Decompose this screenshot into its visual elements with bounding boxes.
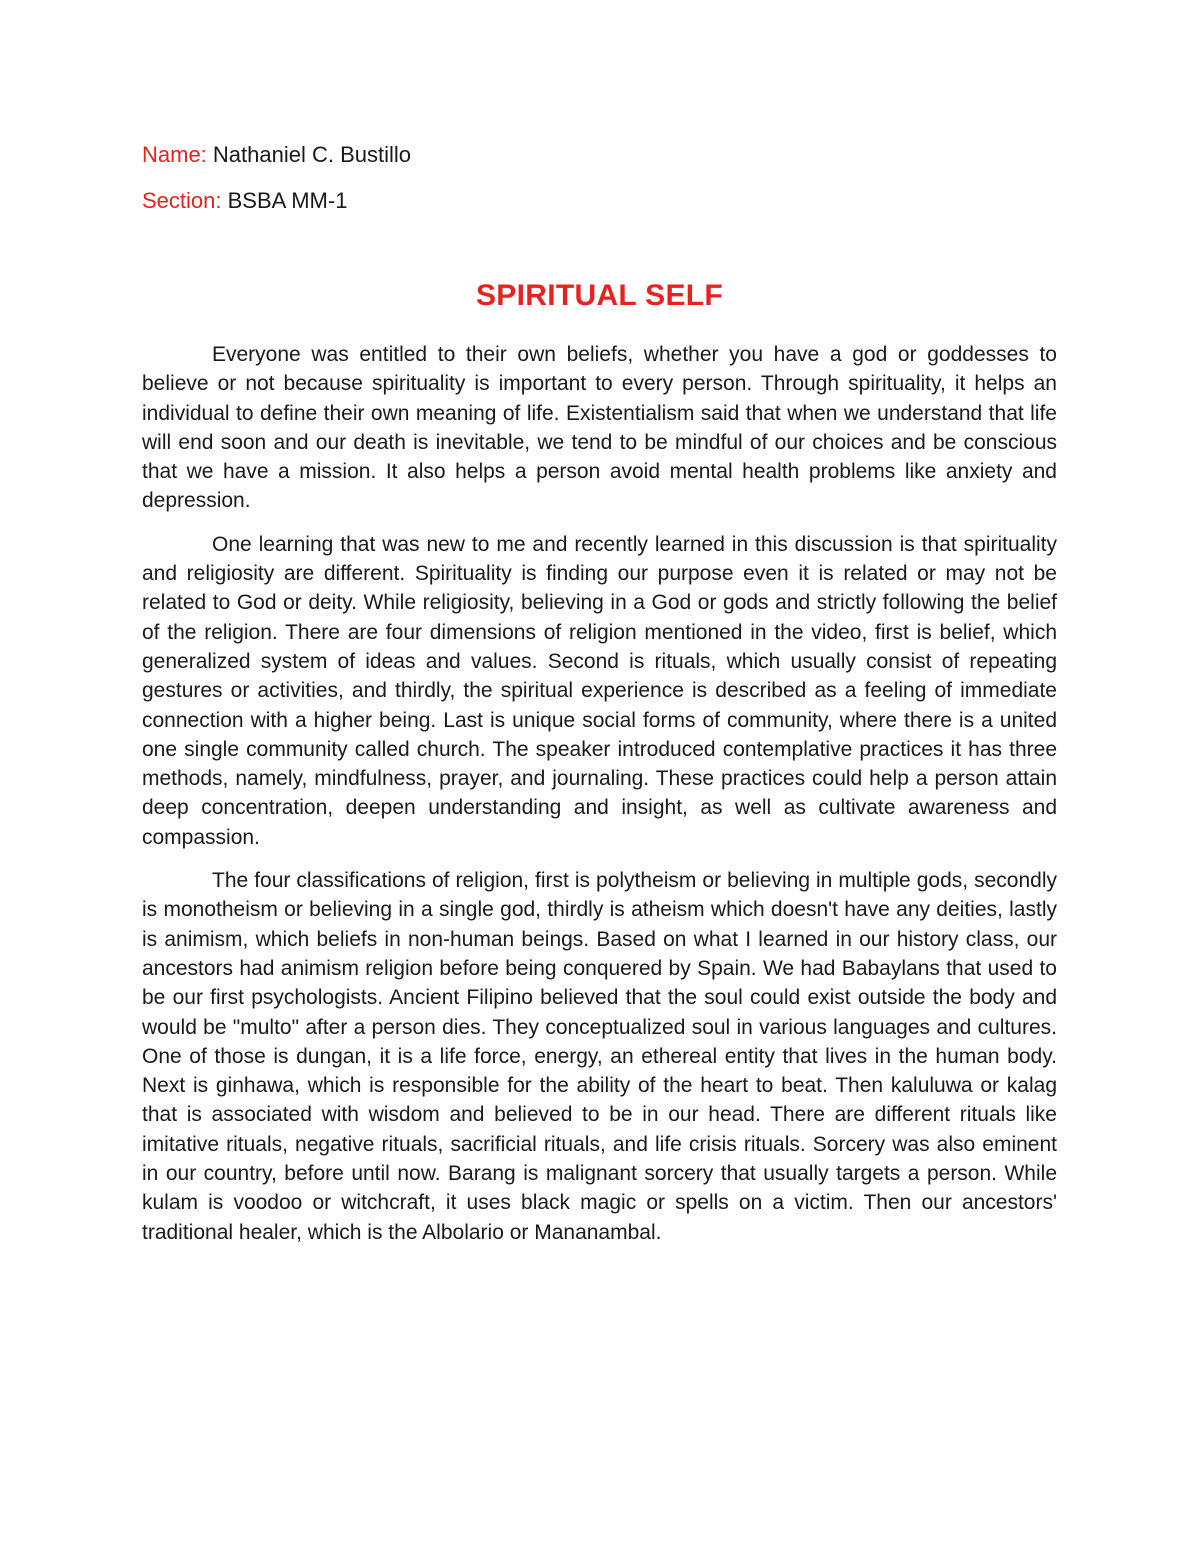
name-value: Nathaniel C. Bustillo: [212, 142, 412, 167]
document-title: SPIRITUAL SELF: [476, 279, 723, 312]
section-line: [142, 186, 1057, 216]
document-page: [142, 140, 1057, 1261]
section-value: BSBA MM-1: [227, 188, 348, 213]
paragraph-1: Everyone was entitled to their own beliefs, whether you have a god or goddesses to believe or not because spirituality is important to every person. Through spirituality, it helps an individual to define their own meaning of life. Existentialism said that when we understand that life will end soon and our death is inevitable, we tend to be mindful of our choices and be conscious that we have a mission. It also helps a person avoid mental health problems like anxiety and depression.: [142, 343, 1057, 513]
section-label: Section:: [142, 188, 222, 213]
name-label: Name:: [142, 142, 207, 167]
paragraph-3: The four classifications of religion, first is polytheism or believing in multiple gods, secondly is monotheism or believing in a single god, thirdly is atheism which doesn't have any deities, lastly is animism, which beliefs in non-human beings. Based on what I learned in our history class, our ancestors had animism religion before being conquered by Spain. We had Babaylans that used to be our first psychologists. Ancient Filipino believed that the soul could exist outside the body and would be "multo" after a person dies. They conceptualized soul in various languages and cultures. One of those is dungan, it is a life force, energy, an ethereal entity that lives in the human body. Next is ginhawa, which is responsible for the ability of the heart to beat. Then kaluluwa or kalag that is associated with wisdom and believed to be in our head. There are different rituals like imitative rituals, negative rituals, sacrificial rituals, and life crisis rituals. Sorcery was also eminent in our country, before until now. Barang is malignant sorcery that usually targets a person. While kulam is voodoo or witchcraft, it uses black magic or spells on a victim. Then our ancestors' traditional healer, which is the Albolario or Mananambal.: [142, 869, 1057, 1244]
paragraph-2: One learning that was new to me and recently learned in this discussion is that spirituality and religiosity are different. Spirituality is finding our purpose even it is related or may not be related to God or deity. While religiosity, believing in a God or gods and strictly following the belief of the religion. There are four dimensions of religion mentioned in the video, first is belief, which generalized system of ideas and values. Second is rituals, which usually consist of repeating gestures or activities, and thirdly, the spiritual experience is described as a feeling of immediate connection with a higher being. Last is unique social forms of community, where there is a united one single community called church. The speaker introduced contemplative practices it has three methods, namely, mindfulness, prayer, and journaling. These practices could help a person attain deep concentration, deepen understanding and insight, as well as cultivate awareness and compassion.: [142, 532, 1057, 849]
name-line: [142, 140, 1057, 170]
